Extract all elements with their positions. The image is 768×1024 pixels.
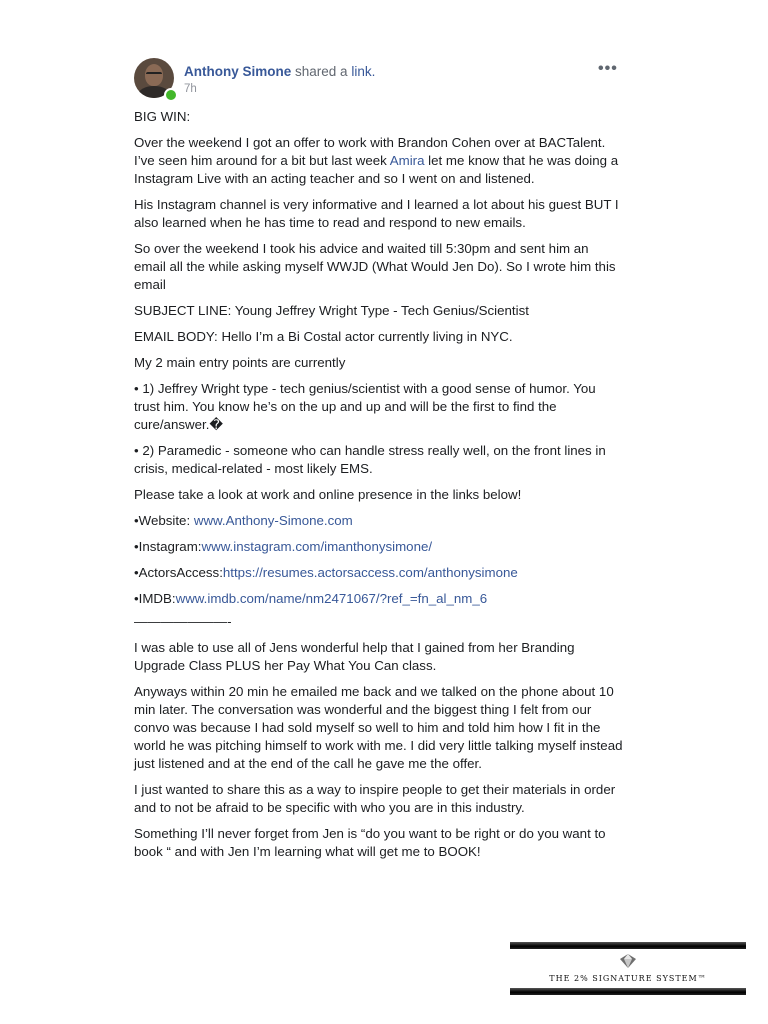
actorsaccess-line	[134, 564, 624, 582]
imdb-label: •IMDB:	[134, 591, 176, 606]
paragraph-1-part-b: let me know that he was doing a Instagram Live with an acting teacher and so I went on and listened.	[134, 153, 619, 186]
actorsaccess-label: •ActorsAccess:	[134, 565, 223, 580]
website-label: •Website:	[134, 513, 194, 528]
instagram-label: •Instagram:	[134, 539, 202, 554]
paragraph-2: His Instagram channel is very informative and I learned a lot about his guest BUT I also learned when he has time to read and respond to new emails.	[134, 197, 619, 230]
entry-point-1	[134, 380, 624, 434]
headline: BIG WIN:	[134, 109, 191, 124]
website-link[interactable]: www.Anthony-Simone.com	[193, 513, 353, 528]
paragraph-1-part-a: Over the weekend I got an offer to work with Brandon Cohen over at BACTalent. I’ve seen him around for a bit but last week	[134, 135, 606, 168]
entry-point-1-text: • 1) Jeffrey Wright type - tech genius/scientist with a good sense of humor. You trust him. You know he’s on the up and up and will be the first to find the cure/answer.	[134, 381, 596, 432]
paragraph-12: I just wanted to share this as a way to inspire people to get their materials in order and to not be afraid to be specific with who you are in this industry.	[134, 782, 616, 815]
post-header	[134, 58, 624, 104]
signature-system-logo	[510, 942, 746, 996]
paragraph-13: Something I’ll never forget from Jen is “do you want to be right or do you want to book “ and with Jen I’m learning what will get me to BOOK!	[134, 826, 606, 859]
entry-point-2: • 2) Paramedic - someone who can handle stress really well, on the front lines in crisis, medical-related - most likely EMS.	[134, 443, 606, 476]
paragraph-1	[134, 134, 624, 188]
instagram-line	[134, 538, 624, 556]
avatar-glasses-shape	[146, 72, 162, 78]
paragraph-11: Anyways within 20 min he emailed me back and we talked on the phone about 10 min later. The conversation was wonderful and the biggest thing I felt from our convo was because I had sold myself so well to him and told him how I fit in the world he was pitching himself to work with me. I did very little talking myself instead just listened and at the end of the call he gave me the offer.	[134, 684, 623, 771]
instagram-link[interactable]: www.instagram.com/imanthonysimone/	[201, 539, 433, 554]
imdb-link[interactable]: www.imdb.com/name/nm2471067/?ref_=fn_al_nm_6	[175, 591, 488, 606]
paragraph-3: So over the weekend I took his advice and waited till 5:30pm and sent him an email all the while asking myself WWJD (What Would Jen Do). So I wrote him this email	[134, 241, 616, 292]
action-text: shared a	[295, 64, 348, 79]
facebook-post	[134, 58, 624, 869]
text-divider: ———————-	[134, 614, 232, 629]
post-timestamp[interactable]: 7h	[184, 83, 197, 95]
diamond-gem-icon	[620, 954, 636, 968]
imdb-line	[134, 590, 624, 608]
email-body-line: EMAIL BODY: Hello I’m a Bi Costal actor currently living in NYC.	[134, 329, 513, 344]
online-status-icon	[164, 88, 178, 102]
post-body	[134, 108, 624, 861]
subject-line: SUBJECT LINE: Young Jeffrey Wright Type - Tech Genius/Scientist	[134, 303, 529, 318]
shared-link[interactable]: link.	[351, 64, 376, 79]
website-line	[134, 512, 624, 530]
logo-top-bar	[510, 942, 746, 949]
links-intro: Please take a look at work and online presence in the links below!	[134, 487, 522, 502]
post-attribution	[184, 64, 375, 79]
mention-amira[interactable]: Amira	[389, 153, 425, 168]
logo-bottom-bar	[510, 988, 746, 995]
logo-tagline: THE 2% SIGNATURE SYSTEM™	[549, 974, 707, 983]
paragraph-10: I was able to use all of Jens wonderful help that I gained from her Branding Upgrade Class PLUS her Pay What You Can class.	[134, 640, 575, 673]
more-horizontal-icon[interactable]: •••	[598, 60, 618, 77]
actorsaccess-link[interactable]: https://resumes.actorsaccess.com/anthonysimone	[222, 565, 518, 580]
author-name[interactable]: Anthony Simone	[184, 64, 292, 79]
entry-points-intro: My 2 main entry points are currently	[134, 355, 346, 370]
replacement-glyph-icon: �	[209, 417, 224, 432]
